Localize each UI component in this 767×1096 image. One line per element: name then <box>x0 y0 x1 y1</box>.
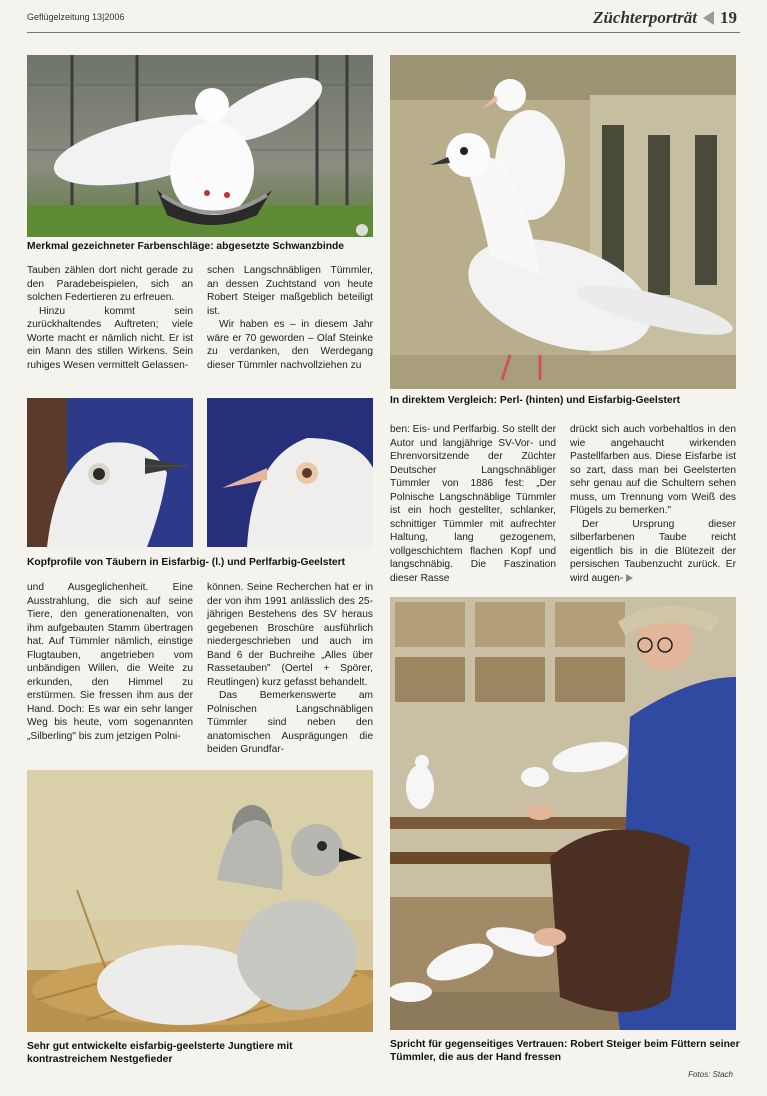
paragraph: Tauben zählen dort nicht gerade zu den Paradebeispielen, sich an solchen Federtieren zu erfreuen. <box>27 265 193 303</box>
photo-credit: Fotos: Stach <box>688 1070 733 1079</box>
paragraph: können. Seine Recherchen hat er in der von ihm 1991 anlässlich des 25-jährigen Bestehens des SV heraus gegebenen Broschüre ausführlich niedergeschrieben und auch im Band 6 der Buchreihe „Alles über Rassetauben" (Oertel + Spörer, Reutlingen) kurz gefasst behandelt. <box>207 582 373 688</box>
caption-head-profiles: Kopfprofile von Täubern in Eisfarbig- (l.) und Perlfarbig-Geelstert <box>27 557 346 568</box>
publication-name: Geflügelzeitung 13|2006 <box>27 12 125 22</box>
caption-young-birds: Sehr gut entwickelte eisfarbig-geelsterte Jungtiere mit kontrastreichem Nestgefieder <box>27 1041 293 1065</box>
page-number: 19 <box>720 8 737 27</box>
photo-head-ice <box>27 398 193 547</box>
triangle-icon <box>703 11 714 25</box>
paragraph: Das Bemerkenswerte am Polnischen Langschnäbligen Tümmler sind neben den anatomischen Ausprägungen die beiden Grundfar- <box>207 690 373 755</box>
photo-young-birds <box>27 770 373 1032</box>
photo-pigeon-comparison <box>390 55 736 389</box>
paragraph: drückt sich auch vorbehaltlos in den wie angehaucht wirkenden Pastellfarben aus. Diese Eisfarbe ist so zart, dass man bei Geelsterten sehr genau auf die Schultern sehen muss, um Trennung vom Weiß des Flügels zu bemerken." <box>570 424 736 516</box>
paragraph: schen Langschnäbligen Tümmler, an dessen Zuchtstand von heute Robert Steiger maßgeblich beteiligt ist. <box>207 265 373 317</box>
photo-head-pearl <box>207 398 373 547</box>
photo-flying-pigeon <box>27 55 373 237</box>
text-column-2a <box>207 264 373 372</box>
caption-feeding: Spricht für gegenseitiges Vertrauen: Robert Steiger beim Füttern seiner Tümmler, die aus der Hand fressen <box>390 1039 740 1063</box>
section-title: Züchterporträt <box>593 8 697 27</box>
text-column-2b <box>207 581 373 757</box>
paragraph: Wir haben es – in diesem Jahr wäre er 70 geworden – Olaf Steinke zu verdanken, den Werdegang dieser Tümmler nachvollziehen zu <box>207 319 373 371</box>
continue-arrow-icon <box>626 574 633 582</box>
text-column-1a <box>27 264 193 372</box>
caption-flying-pigeon: Merkmal gezeichneter Farbenschläge: abgesetzte Schwanzbinde <box>27 241 345 252</box>
paragraph: ben: Eis- und Perlfarbig. So stellt der Autor und langjährige SV-Vor- und Ehrenvorsitzende der Züchter Deutscher Langschnäbliger Tümmler von 1886 fest: „Der Polnische Langschnäblige Tümmler ist ein hoch gestellter, schlanker, schnittiger Tümmler mit aufrechter Haltung, lang gezogenem, vollgeschichtem flachen Kopf und langschnäbig. Die Faszination dieser Rasse <box>390 424 556 584</box>
caption-comparison: In direktem Vergleich: Perl- (hinten) und Eisfarbig-Geelstert <box>390 395 681 406</box>
paragraph: und Ausgeglichenheit. Eine Ausstrahlung, die sich auf seine Tiere, den generationenalten, von ihm aufgebauten Stamm übertragen hat. Auf Tümmler nämlich, einstige Flugtauben, angetrieben vom unbändigen Willen, die Weite zu erkunden, den Himmel zu erstürmen. Sie fressen ihm aus der Hand. Doch: Es war ein sehr langer Weg bis heute, vom sogenannten „Silberling" bis zum jetzigen Polni- <box>27 582 193 742</box>
paragraph-text: Der Ursprung dieser silberfarbenen Taube reicht eigentlich bis in die Blütezeit der persischen Taubenzucht zurück. Er wird augen- <box>570 518 736 584</box>
section-header <box>593 8 737 28</box>
text-column-3 <box>390 423 556 585</box>
paragraph: Hinzu kommt sein zurückhaltendes Auftreten; viele Worte macht er nämlich nicht. Er ist ein Mann des stillen Wirkens. Sein ruhiges Wesen vermittelt Gelassen- <box>27 305 193 371</box>
paragraph <box>570 518 736 586</box>
photo-feeding <box>390 597 736 1030</box>
text-column-4 <box>570 423 736 585</box>
header-divider <box>27 32 740 33</box>
text-column-1b <box>27 581 193 743</box>
